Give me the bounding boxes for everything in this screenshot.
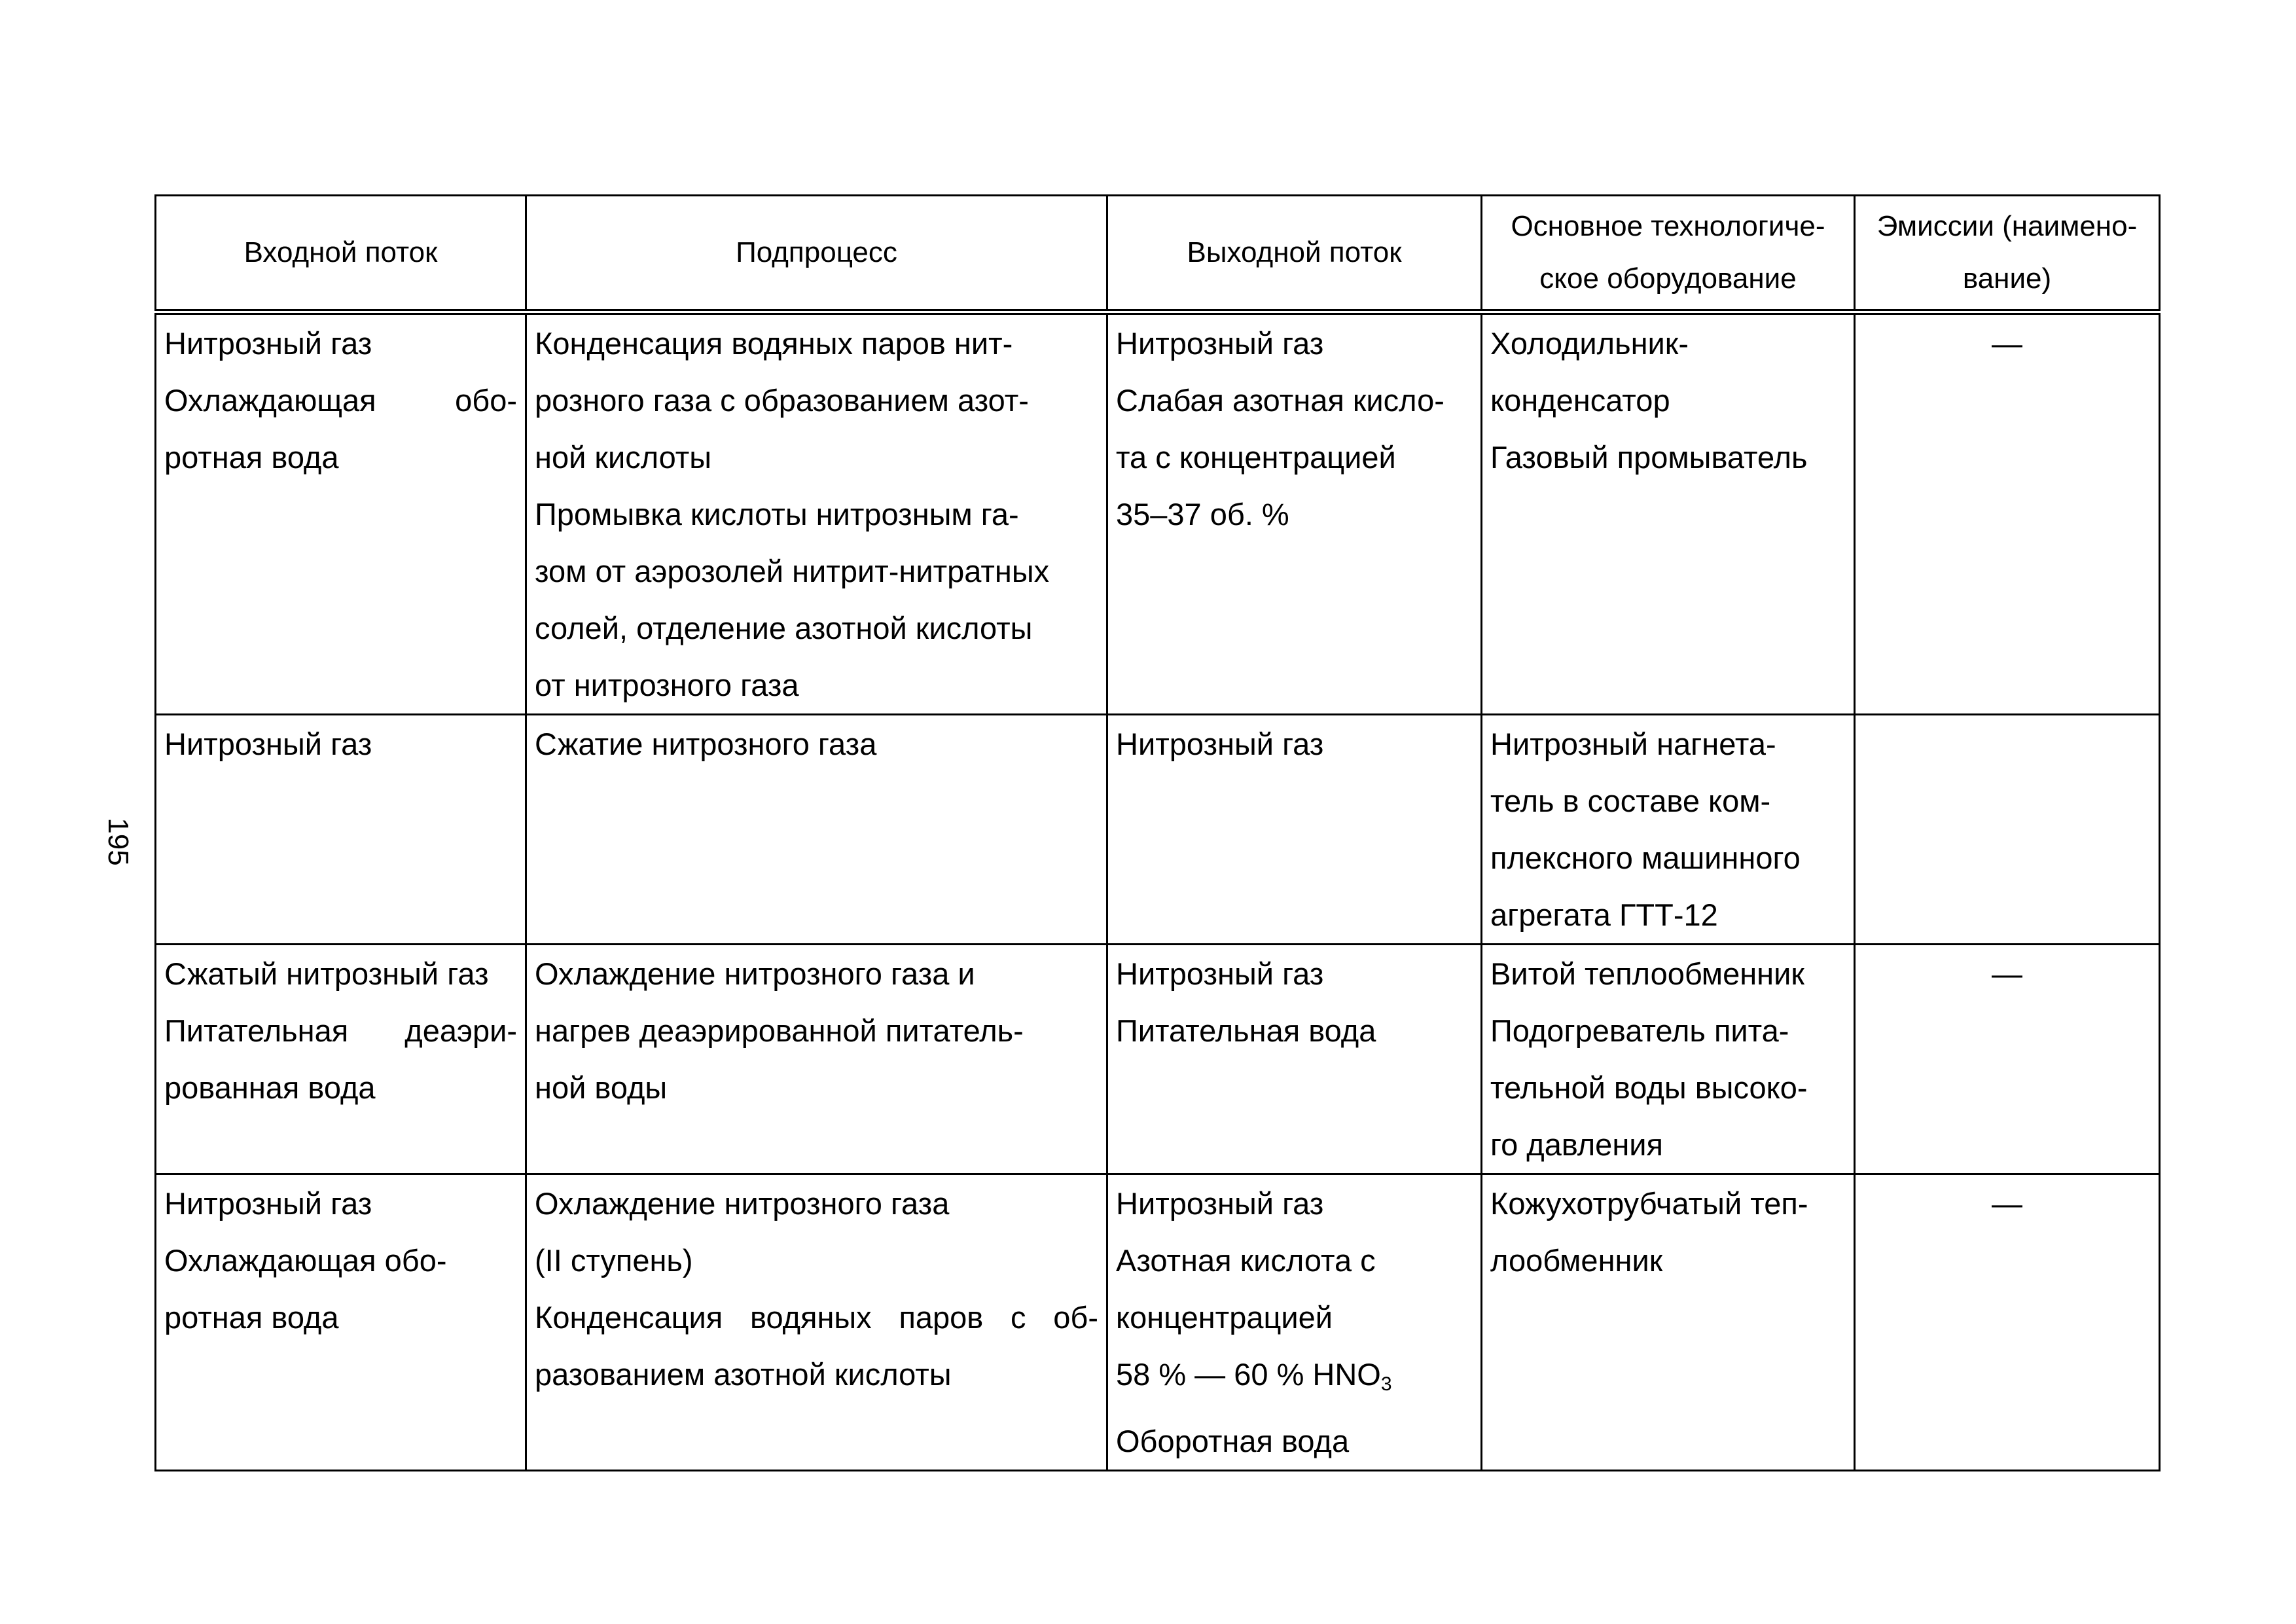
- cell-line: [1116, 1346, 1473, 1413]
- header-line: вание): [1962, 262, 2052, 295]
- header-emissions: [1855, 196, 2160, 312]
- header-line: Входной поток: [243, 236, 438, 268]
- cell-line: Охлаждение нитрозного газа: [535, 1186, 950, 1221]
- cell-equipment: [1482, 312, 1855, 715]
- cell-line: Конденсация водяных паров нит-: [535, 326, 1013, 361]
- cell-line: Охлаждающая обо-: [164, 1243, 447, 1278]
- cell-word: Охлаждающая: [164, 383, 376, 418]
- cell-line: Холодильник-: [1490, 326, 1689, 361]
- cell-line: ротная вода: [164, 440, 339, 475]
- cell-line: —: [1992, 956, 2022, 991]
- header-subprocess: [526, 196, 1107, 312]
- header-line: Основное технологиче-: [1511, 210, 1825, 242]
- cell-line: ной воды: [535, 1070, 668, 1105]
- cell-line: Подогреватель пита-: [1490, 1013, 1789, 1048]
- cell-line: Нитрозный газ: [1116, 1186, 1324, 1221]
- cell-line: —: [1992, 326, 2022, 361]
- cell-line: разованием азотной кислоты: [535, 1357, 952, 1392]
- cell-line: зом от аэрозолей нитрит-нитратных: [535, 554, 1050, 588]
- table-header-row: [156, 196, 2160, 312]
- cell-emissions: [1855, 1174, 2160, 1471]
- cell-line: солей, отделение азотной кислоты: [535, 611, 1033, 645]
- cell-line: Охлаждение нитрозного газа и: [535, 956, 975, 991]
- cell-subprocess: [526, 312, 1107, 715]
- cell-line: тель в составе ком-: [1490, 784, 1771, 818]
- header-equipment: [1482, 196, 1855, 312]
- cell-line: Нитрозный газ: [1116, 956, 1324, 991]
- cell-input-flow: [156, 312, 526, 715]
- cell-word: паров: [899, 1300, 984, 1335]
- cell-line: Азотная кислота с: [1116, 1243, 1376, 1278]
- cell-output-flow: [1107, 312, 1482, 715]
- cell-line: го давления: [1490, 1127, 1663, 1162]
- cell-word: деаэри-: [404, 1013, 517, 1048]
- formula-subscript: 3: [1380, 1373, 1392, 1395]
- header-line: Эмиссии (наимено-: [1876, 210, 2138, 242]
- cell-output-flow: [1107, 715, 1482, 945]
- cell-line: (II ступень): [535, 1243, 693, 1278]
- cell-line: та с концентрацией: [1116, 440, 1396, 475]
- cell-line: Кожухотрубчатый теп-: [1490, 1186, 1808, 1221]
- table-row: [156, 1174, 2160, 1471]
- cell-word: водяных: [750, 1300, 872, 1335]
- formula-text: 58 % — 60 % HNO: [1116, 1357, 1381, 1392]
- cell-line: [164, 1002, 517, 1059]
- cell-line: рованная вода: [164, 1070, 376, 1105]
- cell-line: Слабая азотная кисло-: [1116, 383, 1444, 418]
- cell-word: с: [1011, 1300, 1026, 1335]
- cell-line: Нитрозный нагнета-: [1490, 727, 1776, 761]
- cell-emissions: [1855, 312, 2160, 715]
- page-number: 195: [102, 818, 134, 866]
- table-row: [156, 715, 2160, 945]
- cell-subprocess: [526, 1174, 1107, 1471]
- cell-line: плексного машинного: [1490, 840, 1801, 875]
- cell-word: обо-: [455, 383, 517, 418]
- cell-equipment: [1482, 945, 1855, 1174]
- cell-emissions: [1855, 945, 2160, 1174]
- cell-line: [164, 372, 517, 429]
- cell-output-flow: [1107, 945, 1482, 1174]
- cell-line: Нитрозный газ: [1116, 727, 1324, 761]
- cell-subprocess: [526, 715, 1107, 945]
- table-row: [156, 945, 2160, 1174]
- cell-line: Нитрозный газ: [164, 326, 372, 361]
- header-input-flow: [156, 196, 526, 312]
- cell-equipment: [1482, 715, 1855, 945]
- cell-line: Сжатие нитрозного газа: [535, 727, 877, 761]
- cell-line: —: [1992, 1186, 2022, 1221]
- cell-line: Нитрозный газ: [164, 1186, 372, 1221]
- cell-line: от нитрозного газа: [535, 668, 799, 702]
- cell-line: Сжатый нитрозный газ: [164, 956, 489, 991]
- cell-line: Газовый промыватель: [1490, 440, 1808, 475]
- cell-input-flow: [156, 1174, 526, 1471]
- cell-line: концентрацией: [1116, 1300, 1333, 1335]
- cell-word: об-: [1053, 1300, 1098, 1335]
- cell-word: Питательная: [164, 1013, 349, 1048]
- cell-output-flow: [1107, 1174, 1482, 1471]
- process-table: [154, 194, 2161, 1471]
- cell-line: розного газа с образованием азот-: [535, 383, 1029, 418]
- cell-line: Витой теплообменник: [1490, 956, 1804, 991]
- cell-line: [535, 1289, 1098, 1346]
- header-output-flow: [1107, 196, 1482, 312]
- cell-line: нагрев деаэрированной питатель-: [535, 1013, 1024, 1048]
- cell-line: конденсатор: [1490, 383, 1670, 418]
- cell-line: Питательная вода: [1116, 1013, 1376, 1048]
- header-line: ское оборудование: [1539, 262, 1797, 295]
- cell-word: Конденсация: [535, 1300, 723, 1335]
- cell-line: ной кислоты: [535, 440, 712, 475]
- cell-input-flow: [156, 715, 526, 945]
- cell-input-flow: [156, 945, 526, 1174]
- cell-line: Нитрозный газ: [164, 727, 372, 761]
- cell-line: агрегата ГТТ-12: [1490, 897, 1718, 932]
- cell-line: Промывка кислоты нитрозным га-: [535, 497, 1019, 532]
- cell-line: лообменник: [1490, 1243, 1663, 1278]
- cell-line: ротная вода: [164, 1300, 339, 1335]
- header-line: Подпроцесс: [736, 236, 897, 268]
- cell-subprocess: [526, 945, 1107, 1174]
- cell-equipment: [1482, 1174, 1855, 1471]
- table-row: [156, 312, 2160, 715]
- cell-line: Нитрозный газ: [1116, 326, 1324, 361]
- cell-line: Оборотная вода: [1116, 1424, 1350, 1458]
- cell-emissions: [1855, 715, 2160, 945]
- cell-line: тельной воды высоко-: [1490, 1070, 1808, 1105]
- header-line: Выходной поток: [1187, 236, 1402, 268]
- cell-line: 35–37 об. %: [1116, 497, 1289, 532]
